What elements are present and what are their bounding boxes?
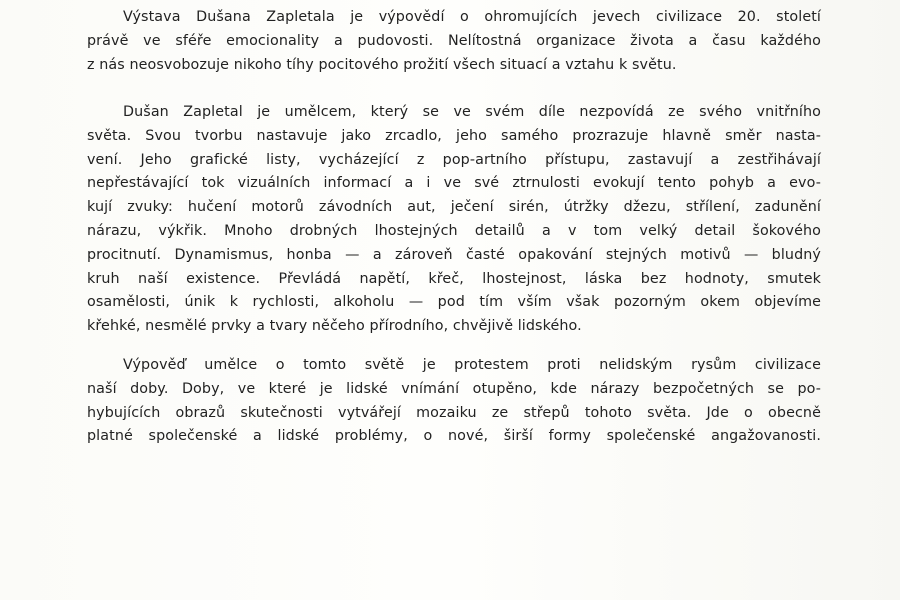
text-line: kují zvuky: hučení motorů závodních aut, ječení sirén, útržky džezu, střílení, zadunění	[87, 199, 821, 216]
text-line: naší doby. Doby, ve které je lidské vnímání otupěno, kde nárazy bezpočetných se po-	[87, 380, 821, 397]
text-line: procitnutí. Dynamismus, honba — a zároveň časté opakování stejných motivů — bludný	[87, 246, 821, 263]
text-line: platné společenské a lidské problémy, o nové, širší formy společenské angažovanosti.	[87, 428, 821, 445]
paragraph-3	[87, 354, 821, 449]
paragraph-2	[87, 101, 821, 339]
text-line: křehké, nesmělé prvky a tvary něčeho přírodního, chvějivě lidského.	[87, 318, 582, 335]
text-line: světa. Svou tvorbu nastavuje jako zrcadlo, jeho samého prozrazuje hlavně směr nasta-	[87, 127, 821, 144]
text-line: právě ve sféře emocionality a pudovosti. Nelítostná organizace života a času každého	[87, 32, 821, 49]
text-line: osamělosti, únik k rychlosti, alkoholu — pod tím vším však pozorným okem objevíme	[87, 294, 821, 311]
text-line: hybujících obrazů skutečnosti vytvářejí mozaiku ze střepů tohoto světa. Jde o obecně	[87, 404, 821, 421]
text-line: z nás neosvobozuje nikoho tíhy pocitového prožití všech situací a vztahu k světu.	[87, 56, 677, 73]
paragraph-1	[87, 6, 821, 77]
text-line: Výpověď umělce o tomto světě je protestem proti nelidským rysům civilizace	[123, 357, 821, 373]
text-line: nepřestávající tok vizuálních informací a i ve své ztrnulosti evokují tento pohyb a evo-	[87, 175, 821, 192]
text-line: kruh naší existence. Převládá napětí, křeč, lhostejnost, láska bez hodnoty, smutek	[87, 270, 821, 287]
text-line: Dušan Zapletal je umělcem, který se ve svém díle nezpovídá ze svého vnitřního	[123, 104, 821, 120]
text-line: Výstava Dušana Zapletala je výpovědí o ohromujících jevech civilizace 20. století	[123, 9, 821, 25]
text-line: vení. Jeho grafické listy, vycházející z pop-artního přístupu, zastavují a zestřihávají	[87, 151, 821, 168]
text-line: nárazu, výkřik. Mnoho drobných lhostejných detailů a v tom velký detail šokového	[87, 222, 821, 239]
